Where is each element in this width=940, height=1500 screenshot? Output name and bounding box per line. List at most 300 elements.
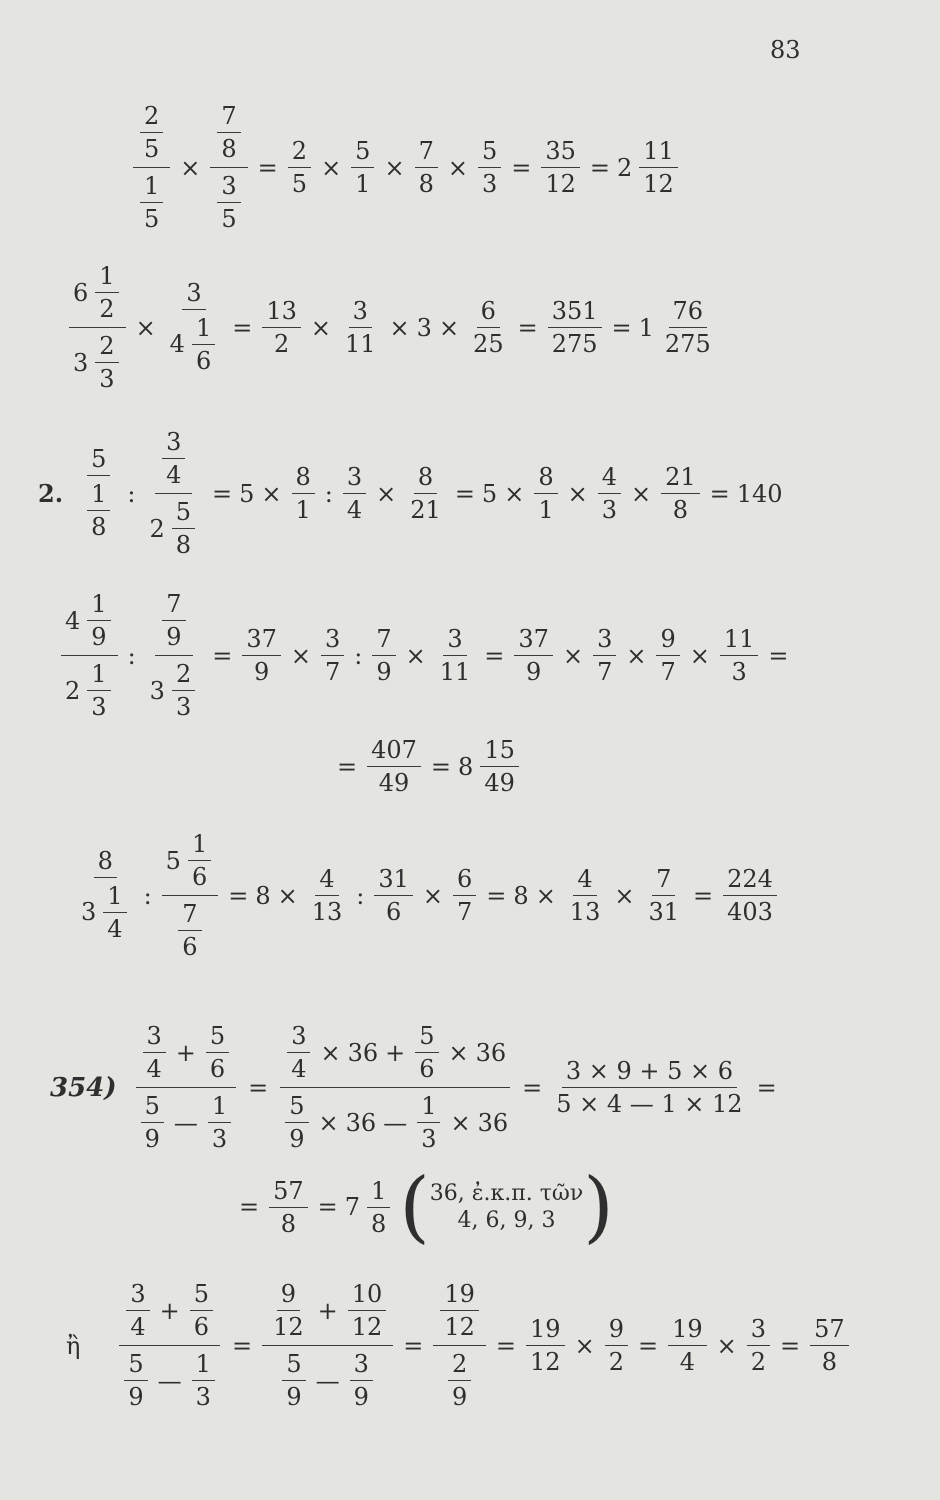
exercise-label: 354) (50, 1072, 117, 1103)
numerator: 9 (656, 623, 679, 656)
complex-fraction (80, 443, 117, 545)
fraction (141, 1090, 164, 1155)
fraction (372, 623, 395, 688)
fraction (192, 312, 215, 377)
numerator: 8 (534, 461, 557, 494)
fraction (668, 1313, 707, 1378)
math-token: 36 (477, 1108, 509, 1137)
denominator: 11 (345, 330, 376, 358)
fraction (417, 1090, 440, 1155)
denominator: 4 (346, 496, 363, 524)
numerator: 5 (285, 1090, 308, 1123)
denominator: 7 (457, 898, 473, 926)
numerator: 19 (526, 1313, 565, 1346)
fraction (285, 1090, 308, 1155)
numerator: 5 (124, 1348, 147, 1381)
mixed-number (639, 295, 718, 360)
numerator: 8 (414, 461, 437, 494)
fraction (190, 1278, 213, 1343)
denominator: 3 (601, 496, 617, 524)
operator: : (127, 641, 136, 670)
mixed-number (65, 658, 114, 723)
denominator: 3 (731, 658, 747, 686)
numerator: 1 (95, 260, 118, 293)
numerator: 7 (372, 623, 395, 656)
denominator: 6 (191, 863, 208, 891)
denominator (171, 896, 208, 965)
numerator: 5 (87, 443, 110, 476)
mixed-number (458, 734, 522, 799)
fraction (87, 478, 110, 543)
complex-fraction (69, 258, 126, 397)
complex-fraction (145, 424, 202, 563)
numerator (69, 258, 126, 328)
denominator (133, 168, 170, 237)
denominator: 9 (286, 1383, 302, 1411)
denominator: 49 (378, 769, 410, 797)
operator: × (135, 313, 156, 342)
fraction (593, 623, 616, 688)
complex-fraction (162, 826, 219, 965)
denominator (275, 1346, 380, 1415)
fraction (87, 588, 110, 653)
complex-fraction (77, 845, 134, 947)
parenthesis: ( (399, 1162, 430, 1252)
denominator: 9 (376, 658, 392, 686)
denominator: 12 (530, 1348, 561, 1376)
whole-part: 1 (638, 313, 654, 342)
math-token: 3 (416, 313, 432, 342)
whole-part: 4 (169, 330, 185, 358)
numerator: 3 (350, 1348, 373, 1381)
numerator (262, 1276, 393, 1346)
denominator: 11 (439, 658, 471, 686)
numerator: 76 (669, 295, 708, 328)
denominator: 5 × 4 — 1 × 12 (556, 1090, 743, 1118)
eq-line-2 (66, 258, 718, 397)
numerator: 3 × 9 + 5 × 6 (562, 1055, 737, 1088)
fraction (723, 863, 777, 928)
denominator: 13 (311, 898, 343, 926)
operator: × (384, 153, 405, 182)
complex-fraction (134, 1018, 239, 1157)
fraction (292, 461, 315, 526)
operator: = (637, 1331, 659, 1360)
note-body (430, 1180, 583, 1235)
mixed-number (166, 828, 215, 893)
mixed-number (345, 1175, 394, 1240)
numerator: 13 (262, 295, 301, 328)
denominator: 403 (727, 898, 773, 926)
denominator: 8 (91, 512, 107, 541)
fraction (287, 1020, 310, 1085)
mixed-number (73, 260, 122, 325)
numerator (210, 98, 247, 168)
numerator: 3 (321, 623, 344, 656)
denominator: 9 (289, 1125, 305, 1153)
fraction (348, 1278, 387, 1343)
operator: = (589, 153, 610, 182)
fraction (480, 734, 519, 799)
denominator: 9 (144, 1125, 160, 1153)
denominator: 9 (452, 1383, 468, 1411)
numerator: 4 (573, 863, 596, 896)
operator: : (143, 881, 152, 910)
alternative-label: ἢ (66, 1331, 81, 1360)
denominator (80, 476, 117, 545)
numerator (155, 424, 192, 494)
denominator: 8 (418, 170, 434, 198)
whole-part: 5 (165, 846, 181, 875)
numerator: 7 (217, 100, 240, 133)
denominator (77, 878, 134, 947)
numerator: 1 (192, 1348, 215, 1381)
fraction (661, 461, 700, 526)
operator: — (173, 1108, 198, 1137)
complex-fraction (146, 586, 203, 725)
operator: = (511, 153, 532, 182)
denominator: 12 (545, 170, 576, 198)
denominator: 9 (166, 623, 182, 651)
denominator: 2 (273, 330, 290, 358)
numerator: 1 (188, 828, 211, 861)
fraction (242, 623, 281, 688)
eq-line-7 (50, 1018, 784, 1157)
denominator (117, 1346, 222, 1415)
denominator (210, 168, 247, 237)
denominator: 1 (355, 170, 371, 198)
numerator: 7 (162, 588, 185, 621)
operator: : (356, 881, 365, 910)
operator: × (535, 881, 556, 910)
denominator: 8 (672, 496, 688, 524)
operator: × (504, 479, 525, 508)
fraction (534, 461, 557, 526)
mixed-number (81, 880, 130, 945)
operator: × (689, 641, 710, 670)
denominator: 8 (175, 531, 191, 559)
denominator: 2 (750, 1348, 767, 1376)
fraction (720, 623, 759, 688)
numerator: 2 (448, 1348, 471, 1381)
numerator: 57 (269, 1175, 308, 1208)
numerator: 57 (810, 1313, 849, 1346)
numerator (162, 826, 219, 896)
numerator: 3 (143, 1020, 166, 1053)
lcd-note-line-2: 4, 6, 9, 3 (457, 1208, 556, 1233)
eq-line-3 (38, 424, 783, 563)
operator: = (756, 1073, 777, 1102)
numerator: 9 (605, 1313, 628, 1346)
fraction (367, 1175, 390, 1240)
operator: × (261, 479, 282, 508)
numerator: 1 (87, 588, 110, 621)
math-token: 36 (345, 1108, 377, 1137)
fraction (95, 330, 118, 395)
numerator: 3 (162, 426, 185, 459)
fraction (514, 623, 553, 688)
math-token: 5 (239, 479, 255, 508)
operator: = (484, 641, 505, 670)
operator: = (239, 1193, 260, 1221)
numerator: 224 (723, 863, 777, 896)
denominator: 9 (526, 658, 542, 686)
numerator: 5 (141, 1090, 164, 1123)
numerator: 3 (217, 170, 240, 203)
page-number: 83 (770, 36, 801, 64)
denominator: 1 (538, 496, 554, 524)
complex-fraction (278, 1018, 512, 1157)
denominator: 4 (130, 1313, 146, 1341)
fraction (526, 1313, 565, 1378)
numerator: 4 (315, 863, 338, 896)
fraction (262, 295, 301, 360)
numerator: 351 (548, 295, 602, 328)
operator: = (693, 881, 714, 910)
numerator: 1 (103, 880, 126, 913)
fraction (140, 170, 163, 235)
fraction (415, 1020, 438, 1085)
denominator: 1 (295, 496, 311, 524)
numerator: 1 (140, 170, 163, 203)
fraction (541, 135, 580, 200)
fraction (747, 1313, 770, 1378)
operator: × (277, 881, 298, 910)
operator: — (383, 1108, 408, 1137)
numerator: 11 (639, 135, 678, 168)
complex-fraction (117, 1276, 222, 1415)
fraction (172, 658, 195, 723)
numerator: 3 (349, 295, 372, 328)
numerator: 5 (478, 135, 501, 168)
numerator: 8 (292, 461, 315, 494)
denominator (145, 494, 202, 563)
numerator: 1 (87, 478, 110, 511)
math-token: 8 (255, 881, 271, 910)
numerator: 2 (288, 135, 311, 168)
numerator: 8 (94, 845, 117, 878)
parenthesis: ) (583, 1162, 614, 1252)
numerator: 9 (277, 1278, 300, 1311)
whole-part: 7 (344, 1193, 361, 1221)
fraction (206, 1020, 229, 1085)
denominator (146, 656, 203, 725)
operator: = (232, 313, 253, 342)
eq-line-5 (330, 734, 522, 799)
numerator (280, 1018, 510, 1088)
operator: = (768, 641, 789, 670)
denominator: 5 (221, 205, 237, 233)
complex-fraction (166, 277, 223, 379)
numerator: 1 (367, 1175, 390, 1208)
denominator: 9 (353, 1383, 369, 1411)
fraction (644, 863, 683, 928)
operator: = (317, 1193, 338, 1221)
mixed-number (73, 330, 122, 395)
math-token: 36 (475, 1038, 507, 1067)
numerator: 5 (190, 1278, 213, 1311)
numerator: 21 (661, 461, 700, 494)
operator: × (630, 479, 652, 508)
fraction (308, 863, 347, 928)
whole-part: 3 (73, 348, 89, 377)
denominator: 13 (569, 898, 601, 926)
denominator: 3 (195, 1383, 211, 1411)
denominator: 4 (679, 1348, 695, 1376)
operator: + (317, 1296, 338, 1325)
denominator: 3 (91, 693, 107, 721)
denominator: 8 (280, 1209, 297, 1238)
fraction (124, 1348, 147, 1413)
fraction (566, 863, 605, 928)
numerator: 7 (415, 135, 438, 168)
denominator: 6 (209, 1055, 226, 1083)
numerator (61, 586, 118, 656)
mixed-number (65, 588, 114, 653)
complex-fraction (433, 1276, 486, 1415)
fraction (639, 135, 678, 200)
fraction (440, 1278, 479, 1343)
numerator: 1 (192, 312, 215, 345)
denominator: 9 (253, 658, 270, 686)
numerator: 35 (541, 135, 580, 168)
operator: = (228, 881, 249, 910)
denominator: 12 (643, 170, 674, 198)
denominator: 31 (648, 898, 679, 926)
fraction (126, 1278, 149, 1343)
fraction (178, 898, 201, 963)
denominator: 6 (195, 346, 212, 375)
fraction (188, 828, 211, 893)
numerator: 5 (282, 1348, 305, 1381)
denominator: 2 (99, 295, 115, 323)
denominator: 49 (484, 769, 515, 797)
numerator: 1 (417, 1090, 440, 1123)
numerator: 19 (440, 1278, 479, 1311)
fraction (172, 496, 195, 561)
eq-line-9 (66, 1276, 852, 1415)
numerator: 6 (477, 295, 500, 328)
operator: × (716, 1331, 737, 1360)
operator: : (354, 641, 363, 670)
operator: — (157, 1366, 182, 1395)
fraction (217, 170, 240, 235)
numerator: 407 (367, 734, 421, 767)
operator: × (389, 313, 410, 342)
numerator: 2 (95, 330, 118, 363)
lcd-note (399, 1162, 614, 1252)
numerator: 5 (172, 496, 195, 529)
numerator: 1 (87, 658, 110, 691)
whole-part: 4 (65, 606, 81, 635)
operator: × (614, 881, 635, 910)
fraction (661, 295, 715, 360)
lcd-note-line-1: 36, ἐ.κ.π. τῶν (429, 1180, 584, 1206)
denominator: 5 (144, 205, 160, 233)
operator: = (611, 313, 632, 342)
operator: × (567, 479, 588, 508)
numerator: 7 (178, 898, 201, 931)
complex-fraction (210, 98, 247, 237)
denominator: 8 (821, 1348, 838, 1376)
denominator: 7 (597, 658, 613, 686)
fraction (95, 260, 118, 325)
complex-fraction (262, 1276, 393, 1415)
denominator: 275 (664, 330, 711, 358)
numerator: 3 (443, 623, 466, 656)
math-token: 36 (347, 1038, 379, 1067)
fraction (374, 863, 413, 928)
denominator: 7 (660, 658, 676, 686)
numerator: 6 (453, 863, 476, 896)
fraction (217, 100, 240, 165)
operator: = (212, 479, 233, 508)
fraction (351, 135, 374, 200)
fraction (406, 461, 445, 526)
fraction (605, 1313, 628, 1378)
operator: × (447, 153, 468, 182)
numerator: 3 (593, 623, 616, 656)
denominator: 4 (291, 1055, 307, 1083)
operator: × (562, 641, 584, 670)
whole-part: 6 (73, 278, 89, 307)
whole-part: 2 (65, 676, 81, 705)
numerator: 5 (206, 1020, 229, 1053)
denominator: 4 (107, 914, 123, 943)
denominator: 6 (385, 898, 402, 926)
denominator: 3 (175, 693, 192, 721)
fraction (343, 461, 366, 526)
operator: × (180, 153, 201, 182)
eq-line-8 (232, 1162, 614, 1252)
fraction (448, 1348, 471, 1413)
denominator: 6 (182, 933, 198, 961)
operator: = (430, 752, 452, 781)
mixed-number (170, 312, 219, 377)
math-token: 5 (481, 479, 498, 508)
fraction (453, 863, 476, 928)
operator: + (159, 1296, 180, 1325)
operator: = (337, 752, 358, 781)
operator: × (290, 641, 311, 670)
fraction (208, 1090, 231, 1155)
numerator: 15 (480, 734, 519, 767)
numerator: 5 (351, 135, 374, 168)
operator: × (574, 1331, 595, 1360)
fraction (350, 1348, 373, 1413)
denominator: 2 (608, 1348, 624, 1376)
operator: × (405, 641, 426, 670)
operator: = (709, 479, 730, 508)
operator: × (376, 479, 397, 508)
denominator: 5 (291, 170, 308, 198)
operator: = (248, 1073, 269, 1102)
numerator (155, 586, 192, 656)
denominator (278, 1088, 512, 1157)
denominator: 3 (99, 365, 115, 393)
operator: = (403, 1331, 424, 1360)
complex-fraction (133, 98, 170, 237)
numerator: 3 (182, 277, 205, 310)
denominator (166, 310, 223, 379)
fraction (282, 1348, 305, 1413)
numerator: 37 (514, 623, 553, 656)
denominator: 3 (421, 1125, 437, 1153)
numerator: 2 (172, 658, 195, 691)
denominator (134, 1088, 239, 1157)
fraction (810, 1313, 849, 1378)
operator: = (257, 153, 278, 182)
